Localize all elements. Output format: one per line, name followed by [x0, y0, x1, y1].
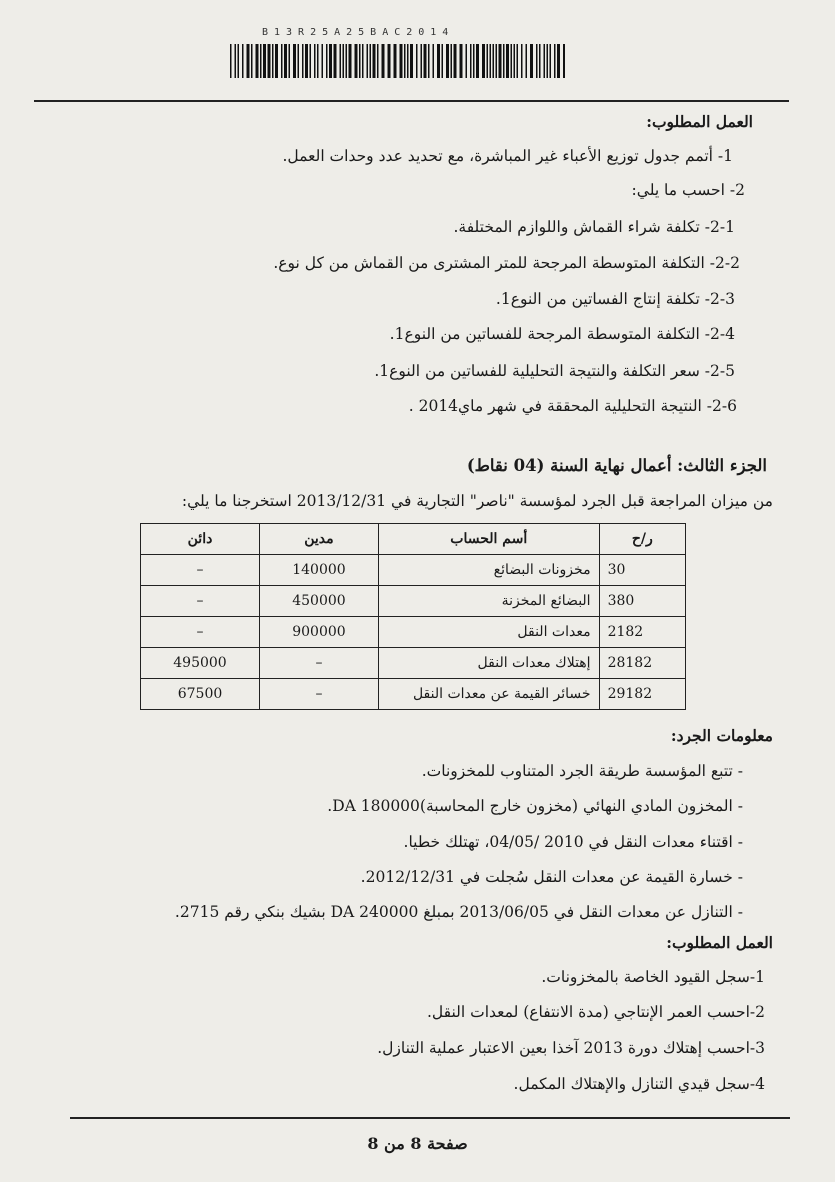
barcode-bar [521, 44, 523, 78]
cell-name: إهتلاك معدات النقل [378, 648, 599, 679]
barcode-bar [400, 44, 403, 78]
barcode-bar [334, 44, 337, 78]
cell-account: 30 [599, 555, 685, 586]
inventory-info-2-text: المخزون المادي النهائي (مخزون خارج المحاسبة)DA 180000. [327, 797, 733, 815]
barcode-bar [550, 44, 552, 78]
barcode-bar [554, 44, 556, 78]
barcode-bar [310, 44, 312, 78]
barcode-bar [451, 44, 453, 78]
part3-task-4: 4-سجل قيدي التنازل والإهتلاك المكمل. [513, 1075, 765, 1093]
barcode-bar [496, 44, 498, 78]
barcode-bar [442, 44, 444, 78]
barcode-bar [289, 44, 291, 78]
inventory-info-3-text: اقتناء معدات النقل في 2010 /04/05، تهتلك خطيا. [403, 833, 733, 851]
barcode-bar [404, 44, 406, 78]
inventory-info-1 [422, 762, 743, 780]
table-row [141, 679, 686, 710]
barcode-code: B13R25A25BAC2014 [262, 27, 455, 38]
barcode-bar [272, 44, 274, 78]
inventory-info-heading: معلومات الجرد: [670, 726, 773, 745]
part3-intro: من ميزان المراجعة قبل الجرد لمؤسسة "ناصر" التجارية في 2013/12/31 استخرجنا ما يلي: [181, 492, 773, 510]
inventory-info-4 [361, 868, 743, 886]
barcode-bar [326, 44, 328, 78]
table-row [141, 555, 686, 586]
barcode-bar [268, 44, 271, 78]
barcode-bar [329, 44, 332, 78]
barcode-bar [517, 44, 519, 78]
page-number: صفحة 8 من 8 [367, 1134, 468, 1153]
cell-credit: – [141, 617, 260, 648]
barcode-bar [394, 44, 397, 78]
table-header-row [141, 524, 686, 555]
barcode-bar [235, 44, 237, 78]
barcode-bar [539, 44, 541, 78]
barcode-bar [416, 44, 418, 78]
barcode-bar [305, 44, 308, 78]
cell-debit: – [259, 648, 378, 679]
cell-credit: 67500 [141, 679, 260, 710]
barcode-bar [247, 44, 250, 78]
barcode-bar [473, 44, 475, 78]
cell-account: 2182 [599, 617, 685, 648]
part3-tasks-heading: العمل المطلوب: [666, 933, 773, 952]
barcode-bar [362, 44, 364, 78]
header-credit: دائن [141, 524, 260, 555]
top-rule [34, 100, 789, 102]
cell-name: البضائع المخزنة [378, 586, 599, 617]
barcode-bar [547, 44, 549, 78]
barcode-bar [343, 44, 345, 78]
barcode-bar [382, 44, 385, 78]
header-debit: مدين [259, 524, 378, 555]
barcode-bar [251, 44, 253, 78]
inventory-info-2 [327, 797, 743, 815]
barcode-bar [437, 44, 440, 78]
barcode-bar [446, 44, 449, 78]
cell-name: خسائر القيمة عن معدات النقل [378, 679, 599, 710]
barcode-bar [428, 44, 430, 78]
barcode-bar [490, 44, 492, 78]
part2-task-2-5: 2-5- سعر التكلفة والنتيجة التحليلية للفساتين من النوع1. [374, 362, 735, 380]
barcode-bar [536, 44, 538, 78]
barcode-bar [373, 44, 376, 78]
barcode-bar [260, 44, 262, 78]
part2-task-2-4: 2-4- التكلفة المتوسطة المرجحة للفساتين من النوع1. [389, 325, 735, 343]
barcode-bar [293, 44, 296, 78]
part2-tasks-heading: العمل المطلوب: [646, 112, 753, 131]
table-row [141, 617, 686, 648]
barcode-bar [433, 44, 435, 78]
table-row [141, 586, 686, 617]
part2-task-1: 1- أتمم جدول توزيع الأعباء غير المباشرة، مع تحديد عدد وحدات العمل. [282, 147, 733, 165]
part2-task-2-6: 2-6- النتيجة التحليلية المحققة في شهر ماي2014 . [408, 397, 737, 415]
barcode-bar [470, 44, 472, 78]
barcode-bar [454, 44, 457, 78]
barcode-bar [377, 44, 379, 78]
barcode-bar [503, 44, 505, 78]
barcode-bar [263, 44, 266, 78]
barcode-bar [238, 44, 240, 78]
barcode-bar [340, 44, 342, 78]
barcode-bar [487, 44, 489, 78]
inventory-info-1-text: تتبع المؤسسة طريقة الجرد المتناوب للمخزونات. [421, 762, 733, 780]
barcode-bar [284, 44, 287, 78]
barcode-bar [322, 44, 324, 78]
barcode-bar [421, 44, 423, 78]
barcode-bar [424, 44, 427, 78]
barcode-bar [281, 44, 283, 78]
barcode-bar [506, 44, 509, 78]
cell-credit: 495000 [141, 648, 260, 679]
table-row [141, 648, 686, 679]
trial-balance-table [140, 523, 686, 710]
barcode-bar [230, 44, 232, 78]
barcode-image [230, 44, 565, 78]
header-name: أسم الحساب [378, 524, 599, 555]
barcode-bar [482, 44, 485, 78]
cell-credit: – [141, 586, 260, 617]
barcode-bar [526, 44, 528, 78]
cell-name: معدات النقل [378, 617, 599, 648]
barcode-bar [557, 44, 560, 78]
cell-account: 29182 [599, 679, 685, 710]
barcode-bar [256, 44, 259, 78]
cell-account: 380 [599, 586, 685, 617]
barcode-bar [367, 44, 369, 78]
barcode-bar [298, 44, 300, 78]
barcode-bar [563, 44, 565, 78]
barcode-bar [317, 44, 319, 78]
inventory-info-5 [175, 903, 743, 921]
part3-task-1: 1-سجل القيود الخاصة بالمخزونات. [541, 968, 765, 986]
barcode-bar [544, 44, 546, 78]
barcode-bar [530, 44, 533, 78]
barcode-bar [346, 44, 348, 78]
barcode-bar [511, 44, 513, 78]
barcode-bar [242, 44, 244, 78]
part3-title: الجزء الثالث: أعمال نهاية السنة (04 نقاط) [466, 456, 767, 475]
barcode-bar [359, 44, 361, 78]
barcode-bar [499, 44, 502, 78]
cell-debit: 450000 [259, 586, 378, 617]
part2-task-2: 2- احسب ما يلي: [631, 181, 745, 199]
part3-task-3: 3-احسب إهتلاك دورة 2013 آخذا بعين الاعتبار عملية التنازل. [377, 1039, 765, 1057]
part2-task-2-1: 2-1- تكلفة شراء القماش واللوازم المختلفة. [453, 218, 735, 236]
barcode-bar [493, 44, 495, 78]
barcode-bar [388, 44, 391, 78]
barcode-bar [302, 44, 304, 78]
inventory-info-4-text: خسارة القيمة عن معدات النقل سُجلت في 2012/12/31. [360, 868, 733, 886]
barcode-bar [370, 44, 372, 78]
barcode-bar [460, 44, 463, 78]
inventory-info-5-text: التنازل عن معدات النقل في 2013/06/05 بمبلغ 240000 DA بشيك بنكي رقم 2715. [174, 903, 733, 921]
barcode-bar [410, 44, 413, 78]
barcode-bar [275, 44, 278, 78]
header-account: ر/ح [599, 524, 685, 555]
bottom-rule [70, 1117, 790, 1119]
part2-task-2-3: 2-3- تكلفة إنتاج الفساتين من النوع1. [495, 290, 735, 308]
part2-task-2-2: 2-2- التكلفة المتوسطة المرجحة للمتر المشترى من القماش من كل نوع. [273, 254, 740, 272]
barcode-bar [355, 44, 358, 78]
barcode-bar [349, 44, 352, 78]
cell-debit: 900000 [259, 617, 378, 648]
cell-debit: 140000 [259, 555, 378, 586]
cell-name: مخزونات البضائع [378, 555, 599, 586]
part3-task-2: 2-احسب العمر الإنتاجي (مدة الانتفاع) لمعدات النقل. [426, 1003, 765, 1021]
barcode-bar [466, 44, 468, 78]
cell-debit: – [259, 679, 378, 710]
barcode-bar [476, 44, 479, 78]
barcode-bar [514, 44, 516, 78]
inventory-info-3 [404, 833, 743, 851]
barcode-bar [314, 44, 316, 78]
cell-account: 28182 [599, 648, 685, 679]
cell-credit: – [141, 555, 260, 586]
barcode-bar [407, 44, 409, 78]
